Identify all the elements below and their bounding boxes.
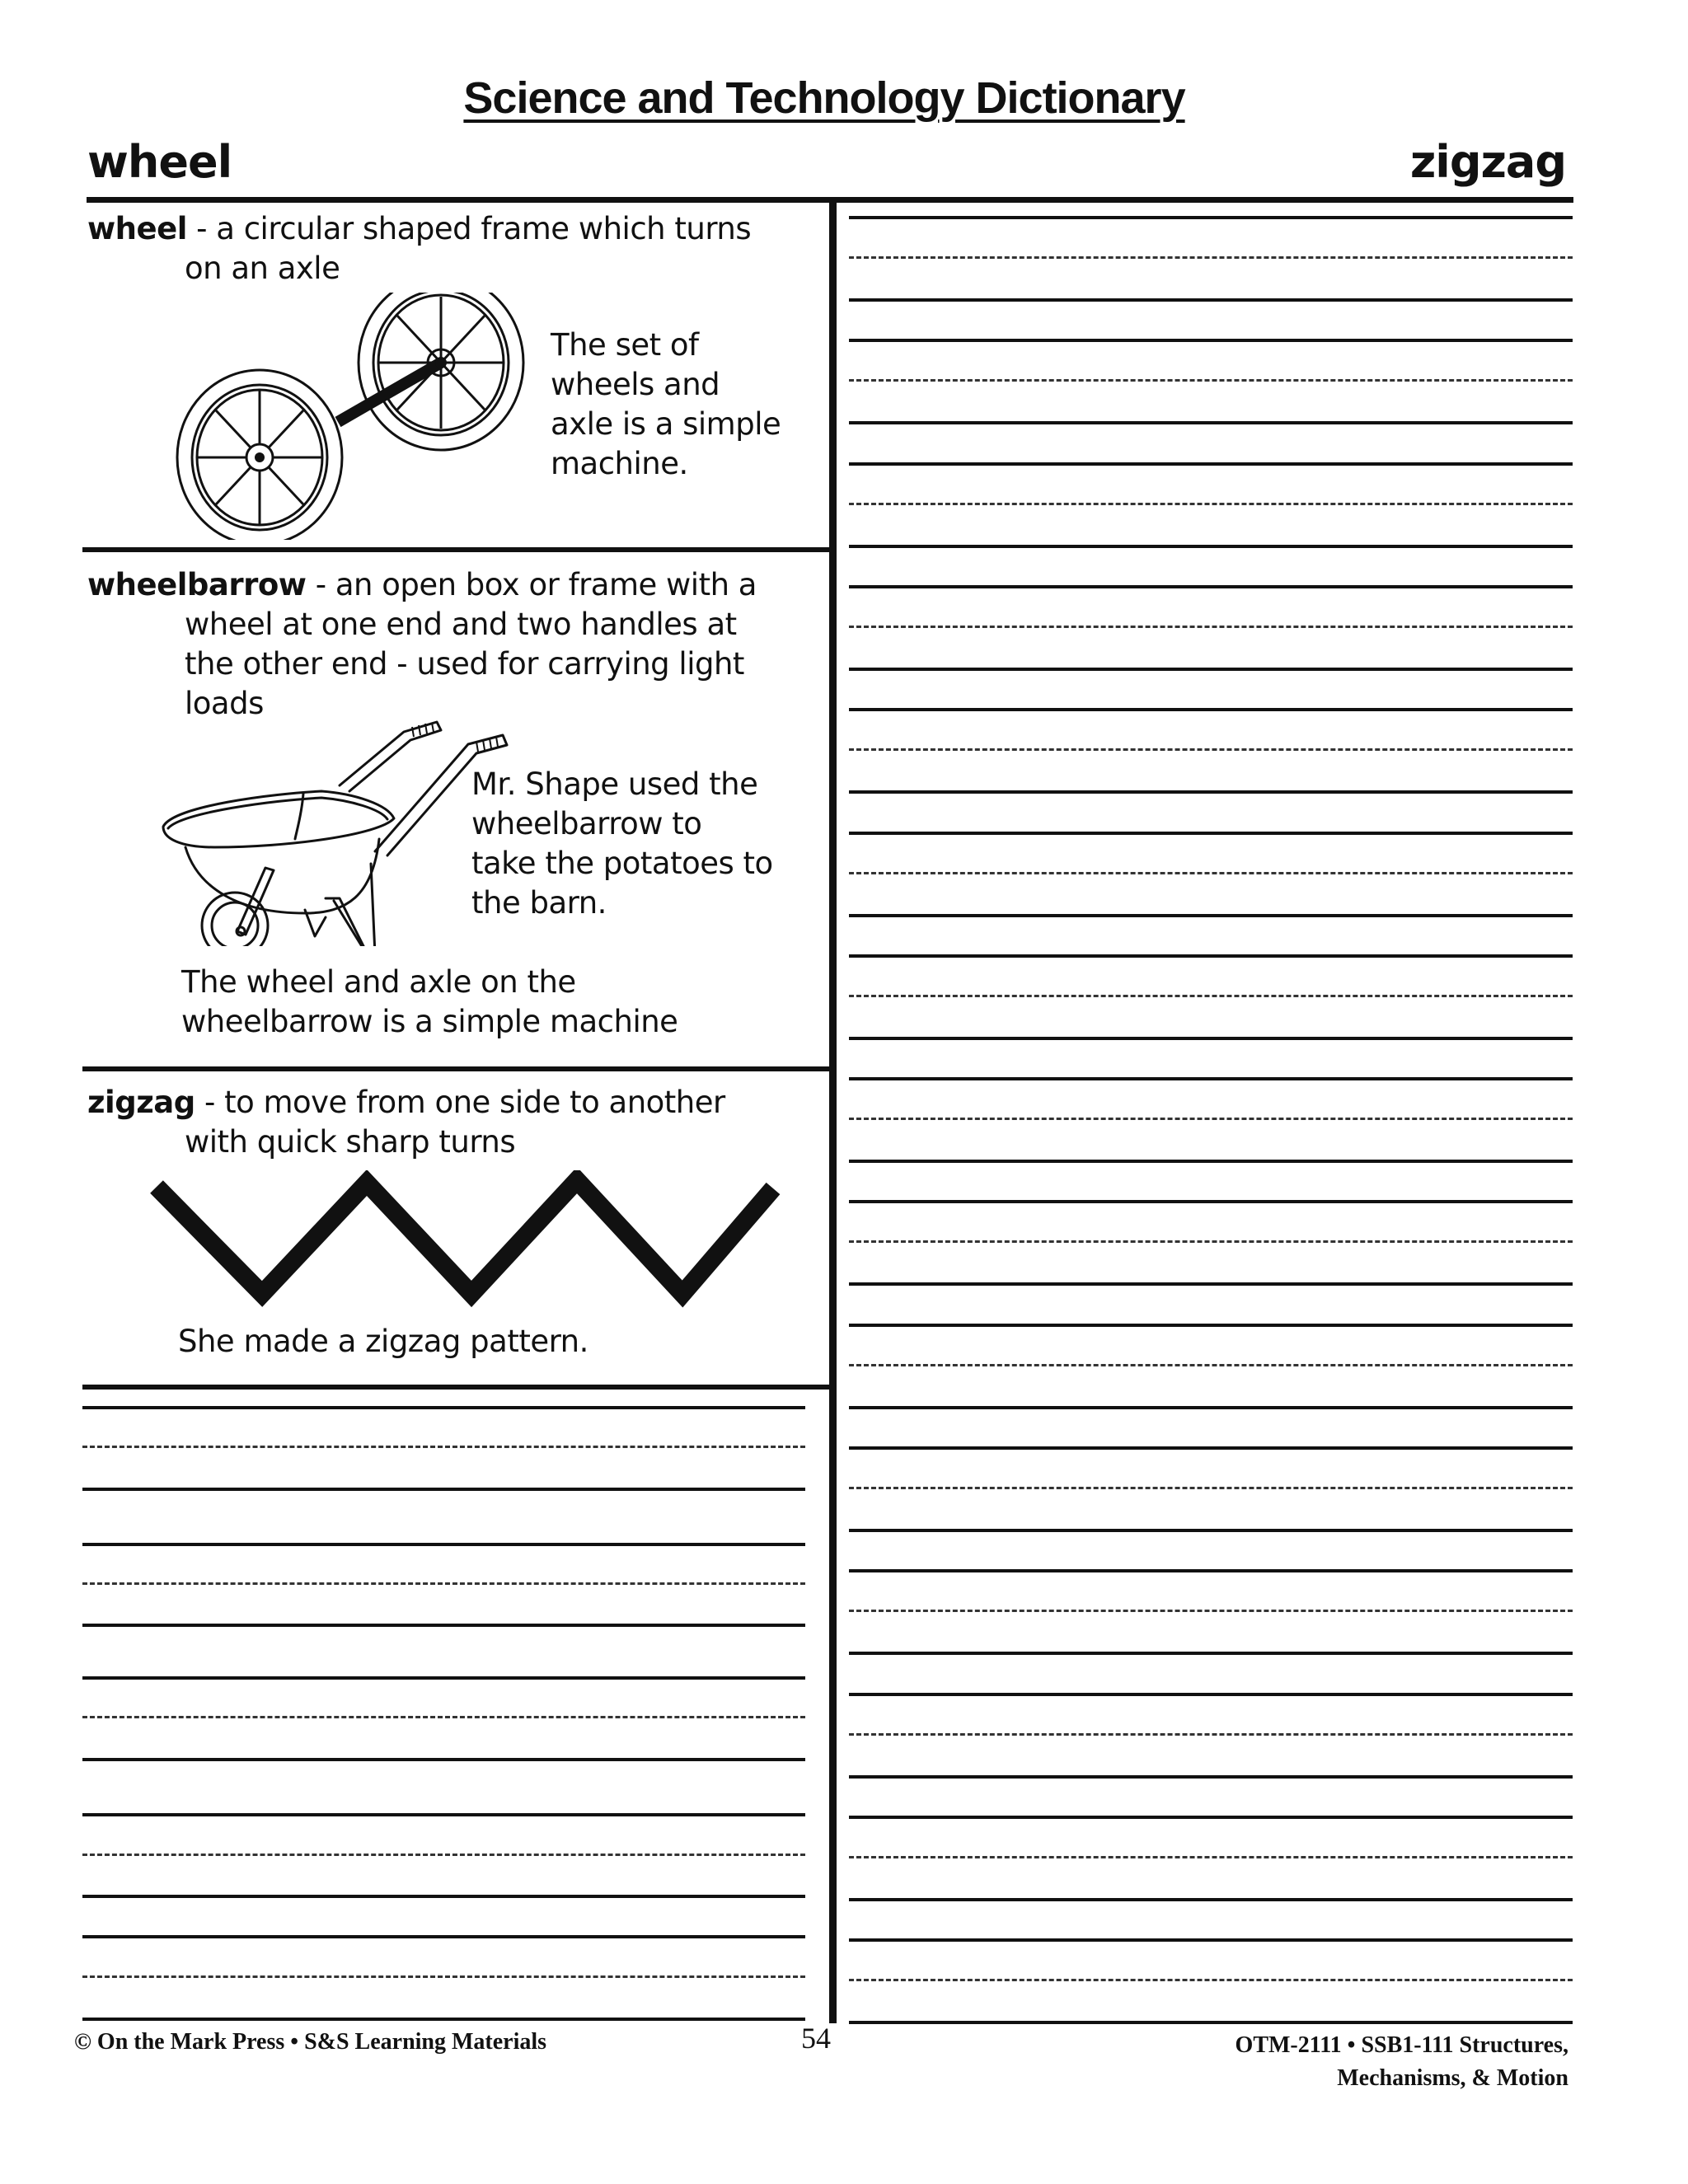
example-line: wheels and xyxy=(551,367,720,402)
example-line: She made a zigzag pattern. xyxy=(178,1324,588,1359)
writing-line-top xyxy=(82,1813,805,1816)
writing-line-mid xyxy=(849,1856,1573,1858)
writing-line-mid xyxy=(82,1854,805,1856)
writing-line-base xyxy=(849,790,1573,794)
writing-line-base xyxy=(849,1652,1573,1655)
writing-line-mid xyxy=(849,1364,1573,1366)
entry-wheelbarrow-note xyxy=(181,963,678,1042)
writing-line-mid xyxy=(82,1975,805,1978)
writing-line-mid xyxy=(82,1582,805,1585)
writing-line-base xyxy=(82,1895,805,1898)
guide-word-right: zigzag xyxy=(1409,136,1566,188)
writing-line-base xyxy=(849,914,1573,917)
writing-line-base xyxy=(849,1037,1573,1040)
writing-line-base xyxy=(849,1529,1573,1532)
writing-line-mid xyxy=(849,1979,1573,1981)
writing-line-top xyxy=(849,708,1573,711)
note-line: wheelbarrow is a simple machine xyxy=(181,1004,678,1039)
writing-line-mid xyxy=(849,1733,1573,1736)
writing-line-base xyxy=(849,1406,1573,1409)
writing-line-top xyxy=(849,1200,1573,1203)
writing-line-top xyxy=(849,585,1573,588)
entry-term: wheelbarrow xyxy=(87,567,307,602)
wheelbarrow-icon xyxy=(157,715,519,946)
writing-line-top xyxy=(849,1816,1573,1819)
page-title xyxy=(0,73,1648,123)
footer-series-line: Mechanisms, & Motion xyxy=(1337,2065,1568,2091)
writing-line-mid xyxy=(82,1716,805,1718)
entry-definition-cont: loads xyxy=(185,686,264,721)
entry-wheelbarrow-example xyxy=(471,765,773,923)
entry-definition-cont: with quick sharp turns xyxy=(185,1124,516,1160)
entry-term: zigzag xyxy=(87,1085,195,1120)
writing-line-top xyxy=(849,1569,1573,1572)
example-line: wheelbarrow to xyxy=(471,806,702,841)
writing-line-base xyxy=(849,2021,1573,2024)
writing-line-top xyxy=(849,954,1573,958)
writing-line-base xyxy=(849,668,1573,671)
entry-definition: - to move from one side to another xyxy=(195,1085,725,1120)
writing-line-base xyxy=(82,2018,805,2021)
page-title-text: Science and Technology Dictionary xyxy=(463,73,1185,123)
writing-line-base xyxy=(82,1624,805,1627)
wheel-and-axle-icon xyxy=(173,293,536,540)
writing-line-base xyxy=(849,545,1573,548)
writing-line-mid xyxy=(849,626,1573,628)
entry-wheel xyxy=(87,209,813,288)
entry-term: wheel xyxy=(87,211,187,246)
entry-definition-cont: on an axle xyxy=(185,251,340,286)
writing-line-top xyxy=(849,1077,1573,1080)
writing-line-top xyxy=(849,1324,1573,1327)
writing-line-mid xyxy=(849,256,1573,259)
writing-line-top xyxy=(82,1935,805,1938)
writing-line-top xyxy=(849,1938,1573,1942)
writing-line-base xyxy=(849,1775,1573,1779)
note-line: The wheel and axle on the xyxy=(181,964,576,1000)
footer-publisher: © On the Mark Press • S&S Learning Materials xyxy=(74,2029,547,2055)
entry-wheel-example xyxy=(551,326,781,484)
entry-definition-cont: wheel at one end and two handles at xyxy=(185,607,737,642)
example-line: the barn. xyxy=(471,885,607,921)
entry-zigzag-example xyxy=(178,1322,588,1361)
entry-wheelbarrow xyxy=(87,565,813,724)
writing-line-top xyxy=(82,1676,805,1680)
writing-line-top xyxy=(849,216,1573,219)
writing-line-top xyxy=(849,1446,1573,1450)
entry-zigzag xyxy=(87,1083,813,1162)
writing-line-top xyxy=(849,339,1573,342)
writing-line-mid xyxy=(849,379,1573,382)
page-number: 54 xyxy=(801,2022,831,2055)
writing-line-base xyxy=(849,421,1573,424)
footer-series xyxy=(1236,2029,1568,2095)
writing-line-base xyxy=(849,1282,1573,1286)
writing-line-mid xyxy=(849,1487,1573,1489)
writing-line-top xyxy=(82,1406,805,1409)
column-divider xyxy=(829,200,837,2023)
entry-divider xyxy=(82,1385,831,1390)
writing-line-base xyxy=(849,298,1573,302)
entry-definition: - an open box or frame with a xyxy=(306,567,757,602)
zigzag-line-icon xyxy=(148,1170,783,1310)
example-line: Mr. Shape used the xyxy=(471,766,758,802)
writing-line-top xyxy=(849,1693,1573,1696)
writing-line-mid xyxy=(849,1118,1573,1120)
example-line: The set of xyxy=(551,327,699,363)
writing-line-mid xyxy=(849,748,1573,751)
writing-line-mid xyxy=(849,1240,1573,1243)
example-line: machine. xyxy=(551,446,688,481)
writing-line-mid xyxy=(82,1446,805,1448)
writing-line-top xyxy=(849,832,1573,835)
entry-definition-cont: the other end - used for carrying light xyxy=(185,646,744,682)
entry-divider xyxy=(82,547,831,552)
writing-line-mid xyxy=(849,872,1573,874)
footer-series-line: OTM-2111 • SSB1-111 Structures, xyxy=(1235,2032,1568,2058)
writing-line-base xyxy=(82,1488,805,1491)
writing-line-mid xyxy=(849,995,1573,997)
writing-line-top xyxy=(849,462,1573,466)
entry-divider xyxy=(82,1066,831,1071)
writing-line-mid xyxy=(849,1610,1573,1612)
example-line: take the potatoes to xyxy=(471,846,773,881)
example-line: axle is a simple xyxy=(551,406,781,442)
writing-line-base xyxy=(849,1898,1573,1901)
writing-line-base xyxy=(849,1160,1573,1163)
writing-line-base xyxy=(82,1758,805,1761)
entry-definition: - a circular shaped frame which turns xyxy=(186,211,752,246)
writing-line-top xyxy=(82,1543,805,1546)
writing-line-mid xyxy=(849,503,1573,505)
guide-word-left: wheel xyxy=(87,136,232,188)
